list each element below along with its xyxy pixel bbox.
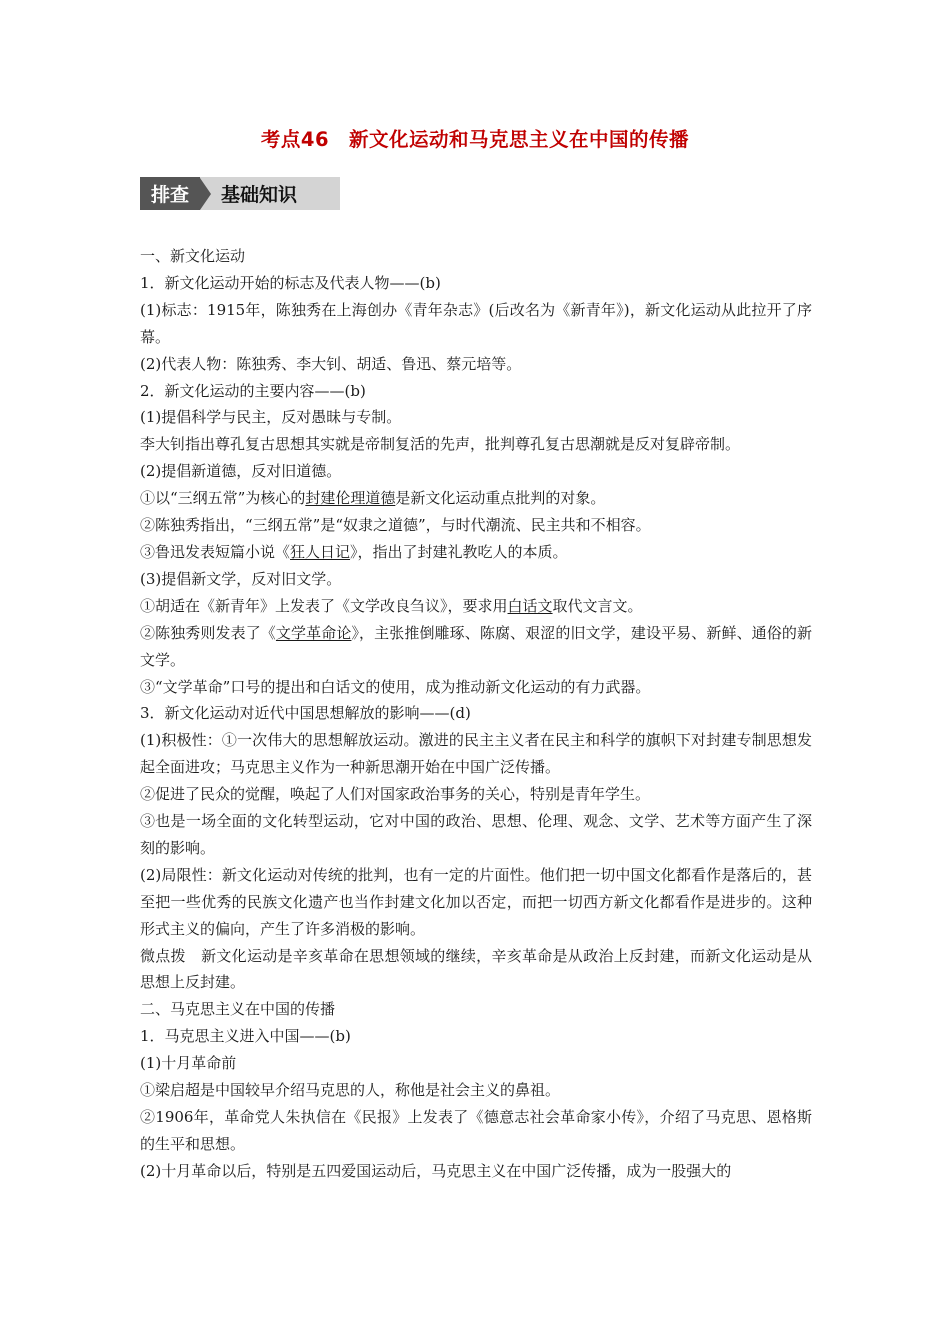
paragraph [140,943,812,997]
text-run: 》，主张推倒雕琢、陈腐、艰涩的旧文学，建设平易、新鲜、通俗的新文学。 [140,623,812,669]
banner-tag: 排查 [140,177,200,210]
text-run: ②促进了民众的觉醒，唤起了人们对国家政治事务的关心，特别是青年学生。 [140,785,651,804]
document-body [140,243,812,1185]
paragraph [140,378,812,405]
text-run: 李大钊指出尊孔复古思想其实就是帝制复活的先声，批判尊孔复古思潮就是反对复辟帝制。 [140,435,741,454]
underlined-term: 文学革命论 [275,623,352,642]
text-run: 一、新文化运动 [140,247,246,265]
paragraph [140,862,812,943]
paragraph [140,727,812,781]
text-run: 》，指出了封建礼教吃人的本质。 [350,542,568,561]
text-run: (2)代表人物：陈独秀、李大钊、胡适、鲁迅、蔡元培等。 [140,354,522,373]
paragraph [140,404,812,431]
text-run: ①梁启超是中国较早介绍马克思的人，称他是社会主义的鼻祖。 [140,1081,561,1100]
text-run: ②陈独秀则发表了《 [140,623,276,642]
paragraph [140,485,812,512]
text-run: 取代文言文。 [552,596,643,615]
paragraph [140,566,812,593]
banner-arrow-icon [200,178,211,210]
paragraph [140,1023,812,1050]
paragraph [140,458,812,485]
text-run: ③也是一场全面的文化转型运动，它对中国的政治、思想、伦理、观念、文学、艺术等方面产生了深刻的影响。 [140,812,812,857]
paragraph [140,539,812,566]
text-run: (3)提倡新文学，反对旧文学。 [140,569,342,588]
text-run: (2)提倡新道德，反对旧道德。 [140,462,342,481]
text-run: (2)十月革命以后，特别是五四爱国运动后，马克思主义在中国广泛传播，成为一股强大的 [140,1161,732,1180]
text-run: 2．新文化运动的主要内容——(b) [140,381,366,400]
paragraph [140,620,812,674]
paragraph [140,781,812,808]
text-run: ③鲁迅发表短篇小说《 [140,542,291,561]
paragraph [140,808,812,862]
paragraph [140,431,812,458]
text-run: ②陈独秀指出，“三纲五常”是“奴隶之道德”，与时代潮流、民主共和不相容。 [140,516,651,535]
section-banner [140,177,340,210]
text-run: (1)标志：1915年，陈独秀在上海创办《青年杂志》(后改名为《新青年》)，新文化运动从此拉开了序幕。 [140,300,812,346]
underlined-term: 狂人日记 [290,542,351,561]
paragraph [140,243,812,270]
paragraph [140,1050,812,1077]
text-run: (2)局限性：新文化运动对传统的批判，也有一定的片面性。他们把一切中国文化都看作是落后的，甚至把一些优秀的民族文化遗产也当作封建文化加以否定，而把一切西方新文化都看作是进步的。这种形式主义的偏向，产生了许多消极的影响。 [140,865,812,938]
paragraph [140,674,812,701]
paragraph [140,593,812,620]
text-run: 二、马克思主义在中国的传播 [140,1000,336,1019]
text-run: 1．新文化运动开始的标志及代表人物——(b) [140,273,441,292]
underlined-term: 白话文 [507,596,553,615]
underlined-term: 封建伦理道德 [305,489,396,508]
paragraph [140,1158,812,1185]
page-title: 考点46 新文化运动和马克思主义在中国的传播 [260,128,690,151]
text-run: ②1906年，革命党人朱执信在《民报》上发表了《德意志社会革命家小传》，介绍了马克思、恩格斯的生平和思想。 [140,1108,812,1153]
text-run: ③“文学革命”口号的提出和白话文的使用，成为推动新文化运动的有力武器。 [140,677,651,696]
text-run: (1)十月革命前 [140,1054,237,1073]
paragraph [140,1077,812,1104]
paragraph [140,1104,812,1158]
text-run: (1)积极性：①一次伟大的思想解放运动。激进的民主主义者在民主和科学的旗帜下对封建专制思想发起全面进攻；马克思主义作为一种新思潮开始在中国广泛传播。 [140,731,812,777]
text-run: 1．马克思主义进入中国——(b) [140,1027,351,1046]
text-run: ①以“三纲五常”为核心的 [140,489,306,508]
paragraph [140,996,812,1023]
paragraph [140,270,812,297]
paragraph [140,351,812,378]
paragraph [140,512,812,539]
paragraph [140,700,812,727]
text-run: 是新文化运动重点批判的对象。 [395,489,606,508]
text-run: (1)提倡科学与民主，反对愚昧与专制。 [140,408,402,427]
text-run: ①胡适在《新青年》上发表了《文学改良刍议》，要求用 [140,596,508,615]
paragraph [140,297,812,351]
banner-label: 基础知识 [221,184,298,206]
text-run: 微点拨 新文化运动是辛亥革命在思想领域的继续，辛亥革命是从政治上反封建，而新文化运动是从思想上反封建。 [140,946,812,992]
text-run: 3．新文化运动对近代中国思想解放的影响——(d) [140,704,471,723]
